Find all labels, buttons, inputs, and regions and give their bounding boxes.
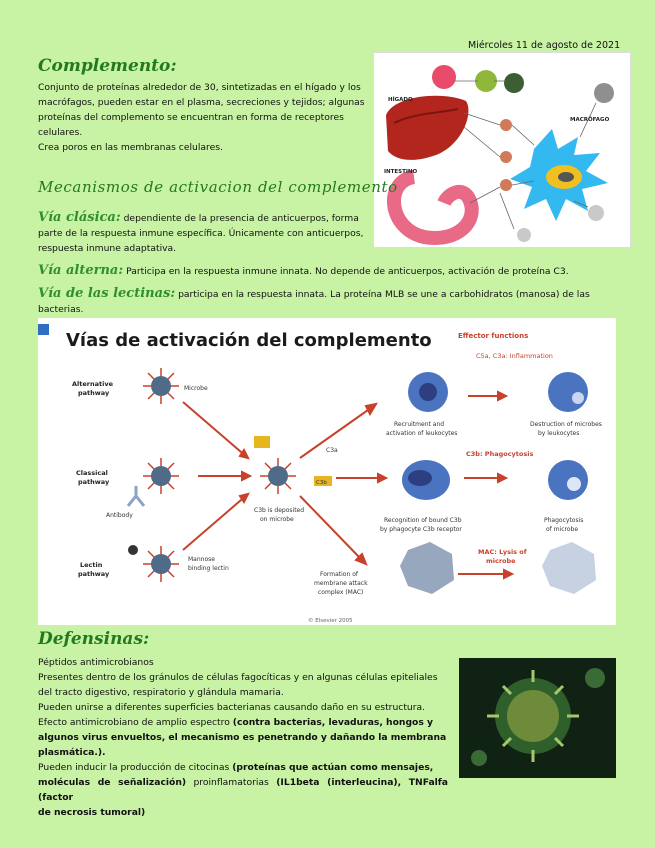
def-bold: moléculas de señalización)	[38, 777, 187, 788]
liver-shape	[386, 96, 468, 160]
def-bold: de necrosis tumoral)	[38, 807, 146, 818]
destruction-label: Destruction of microbes	[530, 421, 602, 428]
def-line	[38, 730, 448, 745]
via-lectinas-body: participa en la respuesta innata. La proteína MLB se une a carbohidratos (manosa) de las bacterias.	[38, 289, 590, 315]
formation-label-2: membrane attack	[314, 580, 368, 587]
pathways-svg	[38, 318, 616, 625]
def-line	[38, 715, 448, 730]
leukocyte-cell-2	[548, 372, 588, 412]
mac-microbe	[400, 542, 454, 594]
alternative-label: Alternative	[72, 380, 113, 388]
via-lectinas-text	[38, 286, 638, 317]
microbe-central	[260, 458, 296, 494]
inflammation-heading: C5a, C3a: Inflammation	[476, 352, 553, 360]
destruction-label-2: by leukocytes	[538, 430, 580, 437]
lysed-microbe	[542, 542, 596, 594]
microbe-classical	[143, 458, 179, 494]
phagocyte-cell-2	[548, 460, 588, 500]
microbe-lectin	[143, 546, 179, 582]
c3b-deposit-label: C3b is deposited	[254, 507, 305, 514]
def-line	[38, 775, 448, 805]
intro-line: Conjunto de proteínas alrededor de 30, sintetizadas en el hígado y los	[38, 82, 361, 93]
copyright-credit: © Elsevier 2005	[308, 618, 353, 624]
formation-label: Formation of	[320, 571, 358, 578]
phago-label: Phagocytosis	[544, 517, 584, 524]
recognition-label: Recognition of bound C3b	[384, 517, 462, 524]
def-line: Pueden unirse a diferentes superficies bacterianas causando daño en su estructura.	[38, 702, 426, 713]
def-text: Pueden inducir la producción de citocinas	[38, 762, 233, 773]
mannose-label-2: binding lectin	[188, 565, 229, 572]
def-line	[38, 805, 448, 820]
complemento-title: Complemento:	[38, 56, 177, 76]
mac-heading: MAC: Lysis of	[478, 548, 527, 556]
mannose-label: Mannose	[188, 556, 215, 563]
effector-heading: Effector functions	[458, 332, 529, 340]
via-clasica-label: Vía clásica:	[38, 210, 121, 225]
antibody-icon	[128, 486, 144, 506]
date: Miércoles 11 de agosto de 2021	[468, 40, 621, 51]
lectin-label: Lectin	[80, 561, 103, 569]
via-alterna-body: Participa en la respuesta inmune innata. No depende de anticuerpos, activación de proteína C3.	[126, 266, 569, 277]
recruit-label-2: activation of leukocytes	[386, 430, 458, 437]
via-clasica-text	[38, 210, 372, 256]
def-line	[38, 760, 448, 775]
c3b-deposit-label-2: on microbe	[260, 516, 294, 523]
defensinas-text	[38, 655, 448, 820]
classical-label-2: pathway	[78, 478, 110, 486]
defensin-photo	[459, 658, 616, 778]
microbe-alternative	[143, 368, 179, 404]
label-higado: HÍGADO	[388, 97, 413, 103]
lectin-icon	[128, 545, 138, 555]
c3-block	[254, 436, 270, 448]
mecanismos-title: Mecanismos de activacion del complemento	[38, 178, 398, 196]
intro-line: proteínas del complemento se encuentran en forma de receptores	[38, 112, 344, 123]
label-intestino: INTESTINO	[384, 169, 418, 175]
label-macrofago: MACRÓFAGO	[570, 117, 610, 123]
virus-illustration	[459, 658, 616, 778]
mac-heading-2: microbe	[486, 557, 516, 565]
via-alterna-label: Vía alterna:	[38, 263, 124, 278]
diagram-title: Vías de activación del complemento	[66, 330, 432, 351]
def-line: Péptidos antimicrobianos	[38, 657, 154, 668]
def-bold: (IL1beta (interleucina), TNFalfa (factor	[38, 777, 448, 803]
c3a-label: C3a	[326, 447, 338, 454]
via-clasica-line: dependiente de la presencia de anticuerpos, forma	[123, 213, 359, 224]
pathways-diagram	[38, 318, 616, 625]
synthesis-illustration	[374, 53, 630, 247]
phago-label-2: of microbe	[546, 526, 579, 533]
recruit-label: Recruitment and	[394, 421, 445, 428]
recognition-label-2: by phagocyte C3b receptor	[380, 526, 462, 533]
intro-line: celulares.	[38, 127, 83, 138]
microbe-label: Microbe	[184, 385, 208, 392]
def-bold: (contra bacterias, levaduras, hongos y	[232, 717, 433, 728]
def-bold: algunos virus envueltos, el mecanismo es penetrando y dañando la membrana	[38, 732, 447, 743]
antibody-label: Antibody	[106, 512, 133, 519]
classical-label: Classical	[76, 469, 108, 477]
defensinas-title: Defensinas:	[38, 629, 150, 649]
c3b-tag: C3b	[316, 480, 327, 486]
bullet-square-icon	[38, 324, 49, 335]
via-lectinas-label: Vía de las lectinas:	[38, 286, 176, 301]
intro-line: macrófagos, pueden estar en el plasma, secreciones y tejidos; algunas	[38, 97, 365, 108]
phagocytosis-heading: C3b: Phagocytosis	[466, 450, 534, 458]
via-clasica-line: respuesta inmune adaptativa.	[38, 243, 177, 254]
alternative-label-2: pathway	[78, 389, 110, 397]
def-text: proinflamatorias	[186, 777, 277, 788]
def-text: Efecto antimicrobiano de amplio espectro	[38, 717, 233, 728]
via-alterna-text	[38, 263, 628, 279]
via-clasica-line: parte de la respuesta inmune específica. Únicamente con anticuerpos,	[38, 228, 364, 239]
def-line: del tracto digestivo, respiratorio y glándula mamaria.	[38, 687, 284, 698]
formation-label-3: complex (MAC)	[318, 589, 364, 596]
def-bold: (proteínas que actúan como mensajes,	[232, 762, 434, 773]
intestine-shape	[394, 177, 472, 238]
def-line: Presentes dentro de los gránulos de células fagocíticas y en algunas células epiteliales	[38, 672, 438, 683]
def-line	[38, 745, 448, 760]
complemento-text	[38, 80, 372, 155]
lectin-label-2: pathway	[78, 570, 110, 578]
def-bold: plasmática.).	[38, 747, 106, 758]
complement-synthesis-figure	[373, 52, 631, 248]
intro-line: Crea poros en las membranas celulares.	[38, 142, 223, 153]
